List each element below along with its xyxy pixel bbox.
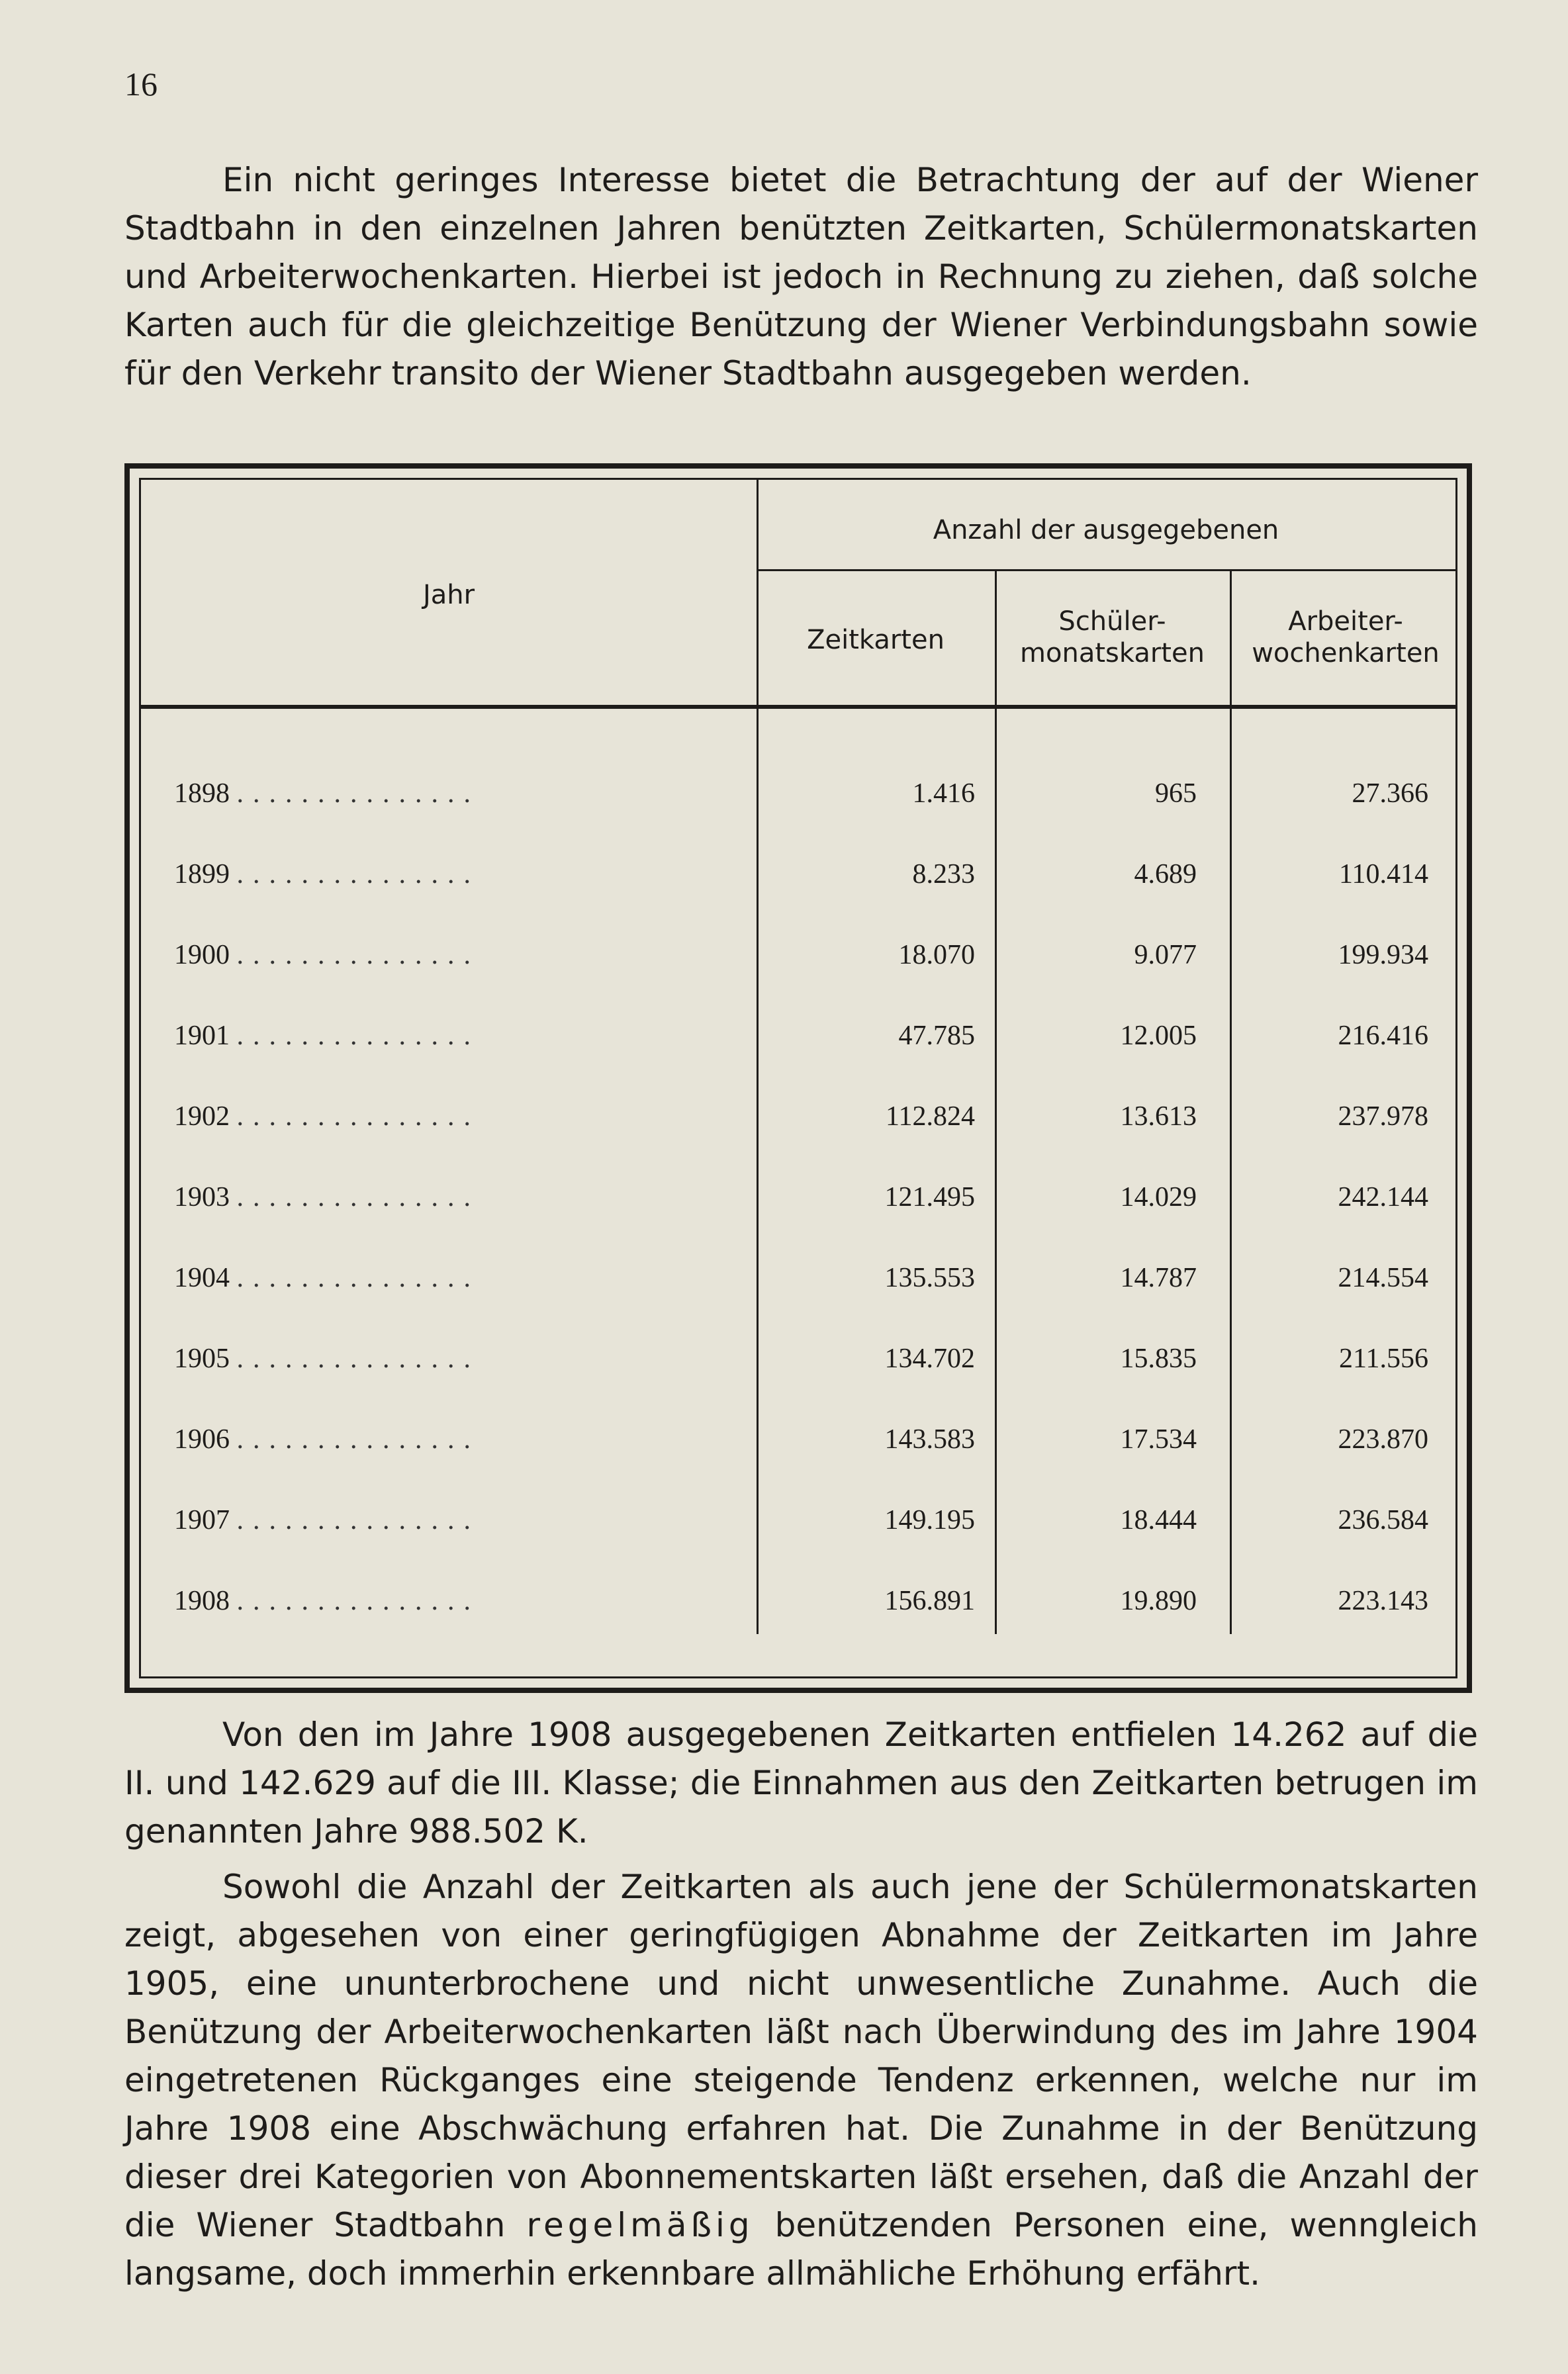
row-arbeiter: 223.870 bbox=[1338, 1424, 1428, 1455]
group-header-underline bbox=[757, 569, 1455, 571]
row-zeitkarten: 8.233 bbox=[912, 859, 975, 890]
row-zeitkarten: 121.495 bbox=[884, 1182, 975, 1212]
table-row bbox=[141, 1343, 1455, 1383]
row-zeitkarten: 134.702 bbox=[884, 1344, 975, 1374]
table-row bbox=[141, 1504, 1455, 1544]
row-schueler: 12.005 bbox=[1120, 1021, 1197, 1051]
row-schueler: 13.613 bbox=[1120, 1101, 1197, 1132]
emphasized-word: regelmäßig bbox=[526, 2206, 754, 2244]
row-year: 1901 ............... bbox=[174, 1021, 480, 1051]
row-arbeiter: 214.554 bbox=[1338, 1263, 1428, 1293]
header-jahr: Jahr bbox=[422, 580, 475, 610]
paragraph-conclusion-part2: benützenden Personen eine, wenngleich langsame, doch immerhin erkennbare allmähliche Erhöhung erfährt. bbox=[124, 2206, 1478, 2293]
table-row bbox=[141, 778, 1455, 817]
row-zeitkarten: 18.070 bbox=[898, 940, 975, 970]
row-year: 1900 ............... bbox=[174, 940, 480, 970]
table-inner-border bbox=[139, 478, 1457, 1678]
statistics-table bbox=[124, 463, 1472, 1693]
row-year: 1898 ............... bbox=[174, 778, 480, 809]
row-year: 1899 ............... bbox=[174, 859, 480, 890]
row-zeitkarten: 1.416 bbox=[912, 778, 975, 809]
row-schueler: 965 bbox=[1155, 778, 1197, 809]
paragraph-conclusion bbox=[124, 1863, 1478, 2298]
row-schueler: 9.077 bbox=[1134, 940, 1197, 970]
row-year: 1907 ............... bbox=[174, 1505, 480, 1535]
table-row bbox=[141, 1020, 1455, 1060]
header-zeitkarten: Zeitkarten bbox=[807, 625, 945, 655]
row-zeitkarten: 156.891 bbox=[884, 1586, 975, 1616]
row-year: 1906 ............... bbox=[174, 1424, 480, 1455]
table-row bbox=[141, 1262, 1455, 1302]
paragraph-1908-details: Von den im Jahre 1908 ausgegebenen Zeitkarten entfielen 14.262 auf die II. und 142.629 auf die III. Klasse; die Einnahmen aus den Zeitkarten betrugen im genannten Jahre 988.502 K. bbox=[124, 1715, 1478, 1850]
row-schueler: 4.689 bbox=[1134, 859, 1197, 890]
row-year: 1902 ............... bbox=[174, 1101, 480, 1132]
table-row bbox=[141, 1585, 1455, 1625]
row-year: 1903 ............... bbox=[174, 1182, 480, 1212]
row-arbeiter: 110.414 bbox=[1339, 859, 1428, 890]
header-group: Anzahl der ausgegebenen bbox=[933, 515, 1279, 545]
table-row bbox=[141, 1424, 1455, 1463]
row-year: 1908 ............... bbox=[174, 1586, 480, 1616]
row-arbeiter: 216.416 bbox=[1338, 1021, 1428, 1051]
row-zeitkarten: 47.785 bbox=[898, 1021, 975, 1051]
row-zeitkarten: 143.583 bbox=[884, 1424, 975, 1455]
paragraph-conclusion-part1: Sowohl die Anzahl der Zeitkarten als auch jene der Schülermonatskarten zeigt, abgesehen von einer geringfügigen Abnahme der Zeitkarten im Jahre 1905, eine ununterbrochene und nicht unwesentliche Zunahme. Auch die Benützung der Arbeiterwochenkarten läßt nach Überwindung des im Jahre 1904 eingetretenen Rückganges eine steigende Tendenz erkennen, welche nur im Jahre 1908 eine Abschwächung erfahren hat. Die Zunahme in der Benützung dieser drei Kategorien von Abonnementskarten läßt ersehen, daß die Anzahl der die Wiener Stadtbahn bbox=[124, 1868, 1478, 2244]
header-arbeiter: Arbeiter- wochenkarten bbox=[1252, 606, 1440, 668]
row-zeitkarten: 112.824 bbox=[886, 1101, 975, 1132]
row-arbeiter: 236.584 bbox=[1338, 1505, 1428, 1535]
row-schueler: 14.787 bbox=[1120, 1263, 1197, 1293]
row-arbeiter: 211.556 bbox=[1339, 1344, 1428, 1374]
table-row bbox=[141, 1101, 1455, 1140]
table-row bbox=[141, 1181, 1455, 1221]
row-arbeiter: 27.366 bbox=[1352, 778, 1428, 809]
row-arbeiter: 242.144 bbox=[1338, 1182, 1428, 1212]
row-zeitkarten: 149.195 bbox=[884, 1505, 975, 1535]
row-zeitkarten: 135.553 bbox=[884, 1263, 975, 1293]
row-year: 1905 ............... bbox=[174, 1344, 480, 1374]
row-schueler: 14.029 bbox=[1120, 1182, 1197, 1212]
page-number: 16 bbox=[124, 66, 158, 103]
row-arbeiter: 199.934 bbox=[1338, 940, 1428, 970]
row-schueler: 18.444 bbox=[1120, 1505, 1197, 1535]
header-bottom-rule bbox=[141, 705, 1455, 709]
row-schueler: 17.534 bbox=[1120, 1424, 1197, 1455]
row-schueler: 19.890 bbox=[1120, 1586, 1197, 1616]
header-schueler: Schüler- monatskarten bbox=[1020, 606, 1205, 668]
row-arbeiter: 223.143 bbox=[1338, 1586, 1428, 1616]
table-row bbox=[141, 939, 1455, 979]
table-row bbox=[141, 858, 1455, 898]
paragraph-intro: Ein nicht geringes Interesse bietet die Betrachtung der auf der Wiener Stadtbahn in den einzelnen Jahren benützten Zeitkarten, Schülermonatskarten und Arbeiterwochenkarten. Hierbei ist jedoch in Rechnung zu ziehen, daß solche Karten auch für die gleichzeitige Benützung der Wiener Verbindungsbahn sowie für den Verkehr transito der Wiener Stadtbahn ausgegeben werden. bbox=[124, 161, 1478, 392]
row-arbeiter: 237.978 bbox=[1338, 1101, 1428, 1132]
row-year: 1904 ............... bbox=[174, 1263, 480, 1293]
row-schueler: 15.835 bbox=[1120, 1344, 1197, 1374]
